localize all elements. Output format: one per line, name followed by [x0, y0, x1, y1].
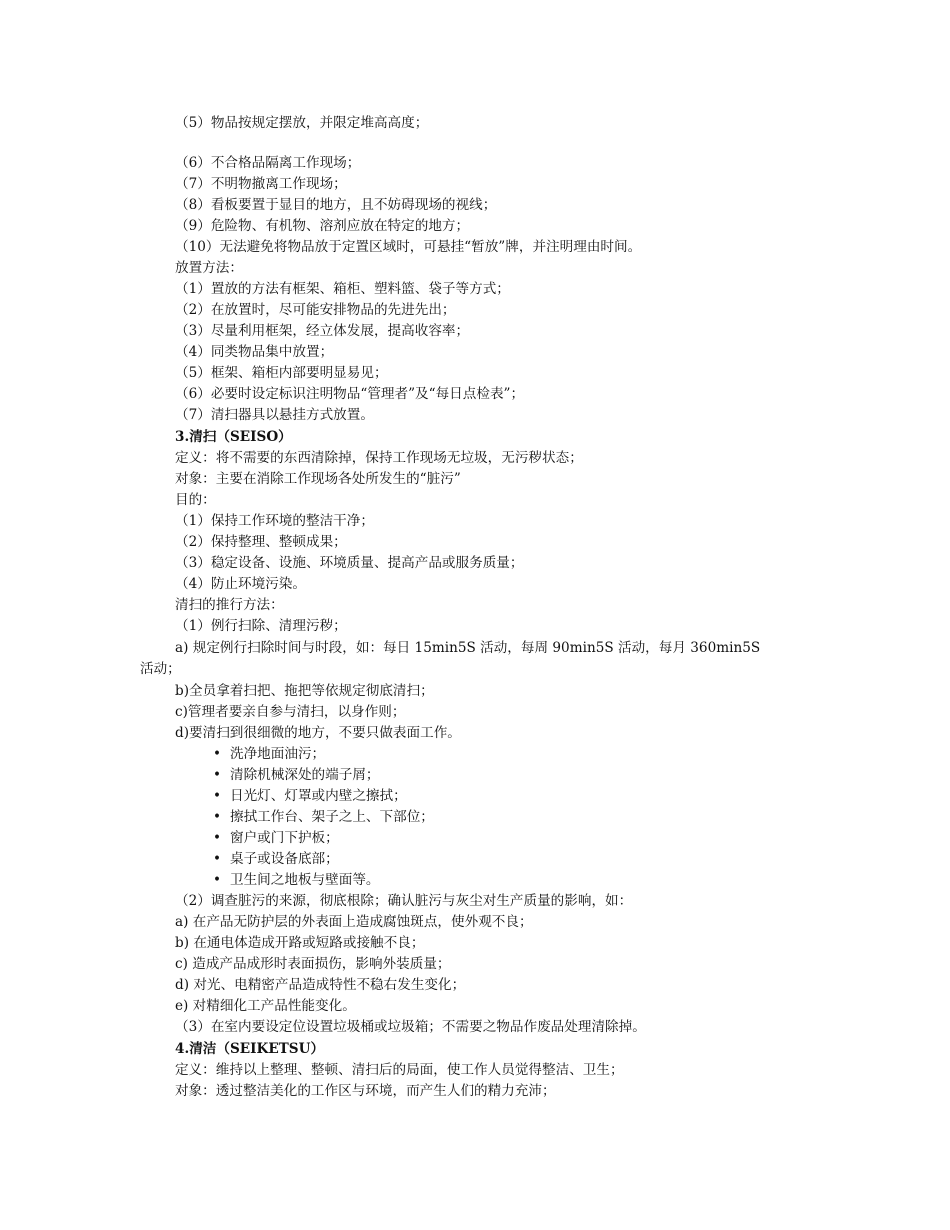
list-item-text: 擦拭工作台、架子之上、下部位；: [230, 809, 434, 825]
text-line: 定义：将不需要的东西清除掉，保持工作现场无垃圾，无污秽状态；: [175, 450, 583, 466]
text-line: （1）保持工作环境的整洁干净；: [175, 513, 374, 529]
text-line: c)管理者要亲自参与清扫，以身作则；: [175, 704, 406, 720]
text-line: （3）稳定设备、设施、环境质量、提高产品或服务质量；: [175, 555, 524, 571]
list-item: [213, 870, 380, 890]
text-line: b) 在通电体造成开路或短路或接触不良；: [175, 935, 425, 951]
text-line: （4）同类物品集中放置；: [175, 344, 334, 360]
text-line: d) 对光、电精密产品造成特性不稳右发生变化；: [175, 977, 466, 993]
list-item: [213, 807, 434, 827]
text-line: d)要清扫到很细微的地方，不要只做表面工作。: [175, 725, 461, 741]
list-item-text: 日光灯、灯罩或内壁之擦拭；: [230, 788, 407, 804]
text-line: （6）必要时设定标识注明物品“管理者”及“每日点检表”；: [175, 386, 525, 402]
text-line: 活动；: [140, 661, 181, 677]
text-line: 对象：透过整洁美化的工作区与环境，而产生人们的精力充沛；: [175, 1083, 556, 1099]
text-line: （10）无法避免将物品放于定置区域时，可悬挂“暂放”牌，并注明理由时间。: [175, 239, 642, 255]
text-line: 目的：: [175, 492, 216, 508]
list-item: [213, 765, 380, 785]
list-item: [213, 849, 339, 869]
text-line: （2）调查脏污的来源，彻底根除；确认脏污与灰尘对生产质量的影响，如：: [175, 893, 633, 909]
text-line: （7）不明物撤离工作现场；: [175, 176, 347, 192]
text-line: （4）防止环境污染。: [175, 576, 306, 592]
text-line: c) 造成产品成形时表面损伤，影响外装质量；: [175, 956, 451, 972]
text-line: （1）例行扫除、清理污秽；: [175, 618, 347, 634]
bullet-icon: •: [213, 788, 222, 804]
text-line: e) 对精细化工产品性能变化。: [175, 998, 356, 1014]
bullet-icon: •: [213, 872, 222, 888]
text-line: a) 规定例行扫除时间与时段，如：每日 15min5S 活动，每周 90min5S 活动，每月 360min5S: [175, 640, 761, 656]
text-line: a) 在产品无防护层的外表面上造成腐蚀斑点，使外观不良；: [175, 914, 533, 930]
list-item: [213, 828, 339, 848]
text-line: （2）保持整理、整顿成果；: [175, 534, 347, 550]
text-line: b)全员拿着扫把、拖把等依规定彻底清扫；: [175, 683, 434, 699]
text-line: 对象：主要在消除工作现场各处所发生的“脏污”: [175, 471, 461, 487]
text-line: （7）清扫器具以悬挂方式放置。: [175, 407, 374, 423]
section-heading: 3.清扫（SEISO）: [175, 429, 292, 445]
list-item-text: 清除机械深处的端子屑；: [230, 767, 380, 783]
list-item: [213, 786, 407, 806]
list-item-text: 桌子或设备底部；: [230, 851, 339, 867]
bullet-icon: •: [213, 809, 222, 825]
text-line: （6）不合格品隔离工作现场；: [175, 155, 361, 171]
text-line: （2）在放置时，尽可能安排物品的先进先出；: [175, 302, 456, 318]
bullet-icon: •: [213, 767, 222, 783]
bullet-icon: •: [213, 746, 222, 762]
text-line: （8）看板要置于显目的地方，且不妨碍现场的视线；: [175, 197, 497, 213]
list-item-text: 卫生间之地板与壁面等。: [230, 872, 380, 888]
text-line: 定义：维持以上整理、整顿、清扫后的局面，使工作人员觉得整洁、卫生；: [175, 1062, 624, 1078]
text-line: （1）置放的方法有框架、箱柜、塑料篮、袋子等方式；: [175, 281, 510, 297]
list-item-text: 窗户或门下护板；: [230, 830, 339, 846]
bullet-icon: •: [213, 830, 222, 846]
list-item: [213, 744, 325, 764]
text-line: （5）框架、箱柜内部要明显易见；: [175, 365, 388, 381]
text-line: 放置方法：: [175, 260, 243, 276]
text-line: 清扫的推行方法：: [175, 597, 284, 613]
text-line: （3）在室内要设定位设置垃圾桶或垃圾箱；不需要之物品作废品处理清除掉。: [175, 1019, 646, 1035]
list-item-text: 洗净地面油污；: [230, 746, 326, 762]
bullet-icon: •: [213, 851, 222, 867]
section-heading: 4.清洁（SEIKETSU）: [175, 1041, 325, 1057]
text-line: （9）危险物、有机物、溶剂应放在特定的地方；: [175, 218, 470, 234]
text-line: （3）尽量利用框架，经立体发展，提高收容率；: [175, 323, 470, 339]
text-line: （5）物品按规定摆放，并限定堆高高度；: [175, 115, 429, 131]
